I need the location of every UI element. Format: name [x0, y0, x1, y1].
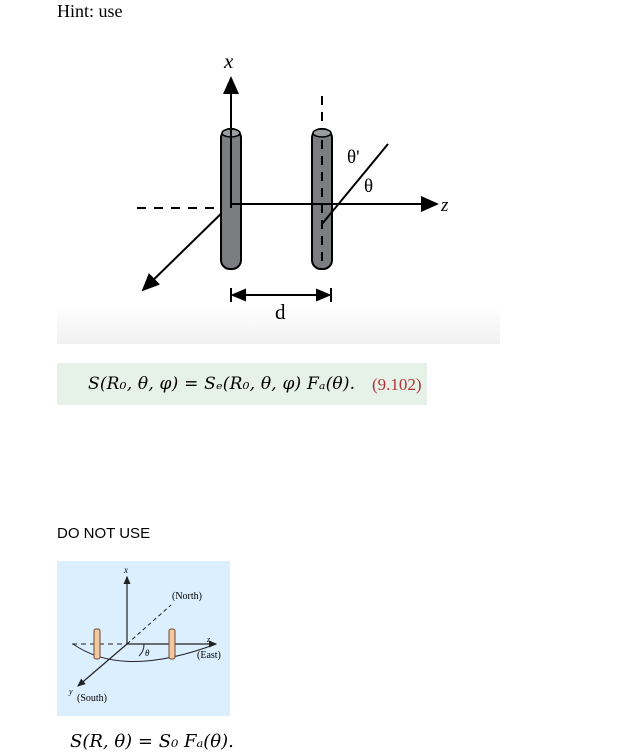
theta-label: θ: [364, 176, 374, 197]
small-y-axis-label: y: [69, 687, 73, 696]
distance-label: d: [275, 300, 286, 324]
south-label: (South): [77, 693, 107, 704]
north-label: (North): [172, 591, 202, 602]
east-label: (East): [197, 650, 221, 661]
small-z-axis-label: z: [207, 635, 211, 644]
formula-1: S(R₀, θ, φ) = Sₑ(R₀, θ, φ) Fₐ(θ).: [88, 374, 356, 394]
equation-number: (9.102): [372, 375, 422, 394]
two-antenna-diagram: [57, 28, 500, 344]
theta-prime-label: θ': [347, 147, 360, 168]
small-antenna-2: [169, 629, 175, 659]
north-dashed-line: [127, 605, 171, 644]
antenna-2: [312, 129, 332, 269]
do-not-use-label: DO NOT USE: [57, 525, 151, 542]
hint-label: Hint: use: [57, 1, 123, 21]
y-axis-arrow: [143, 204, 231, 290]
angle-arc: [139, 644, 144, 656]
z-axis-label: z: [441, 195, 449, 216]
small-y-axis: [78, 644, 127, 686]
small-antenna-1: [94, 629, 100, 659]
small-theta-label: θ: [145, 648, 150, 658]
antenna-compass-diagram: [38, 561, 238, 741]
x-axis-label: x: [224, 49, 234, 73]
small-x-axis-label: x: [124, 565, 128, 575]
formula-2: S(R, θ) = S₀ Fₐ(θ).: [70, 731, 234, 752]
